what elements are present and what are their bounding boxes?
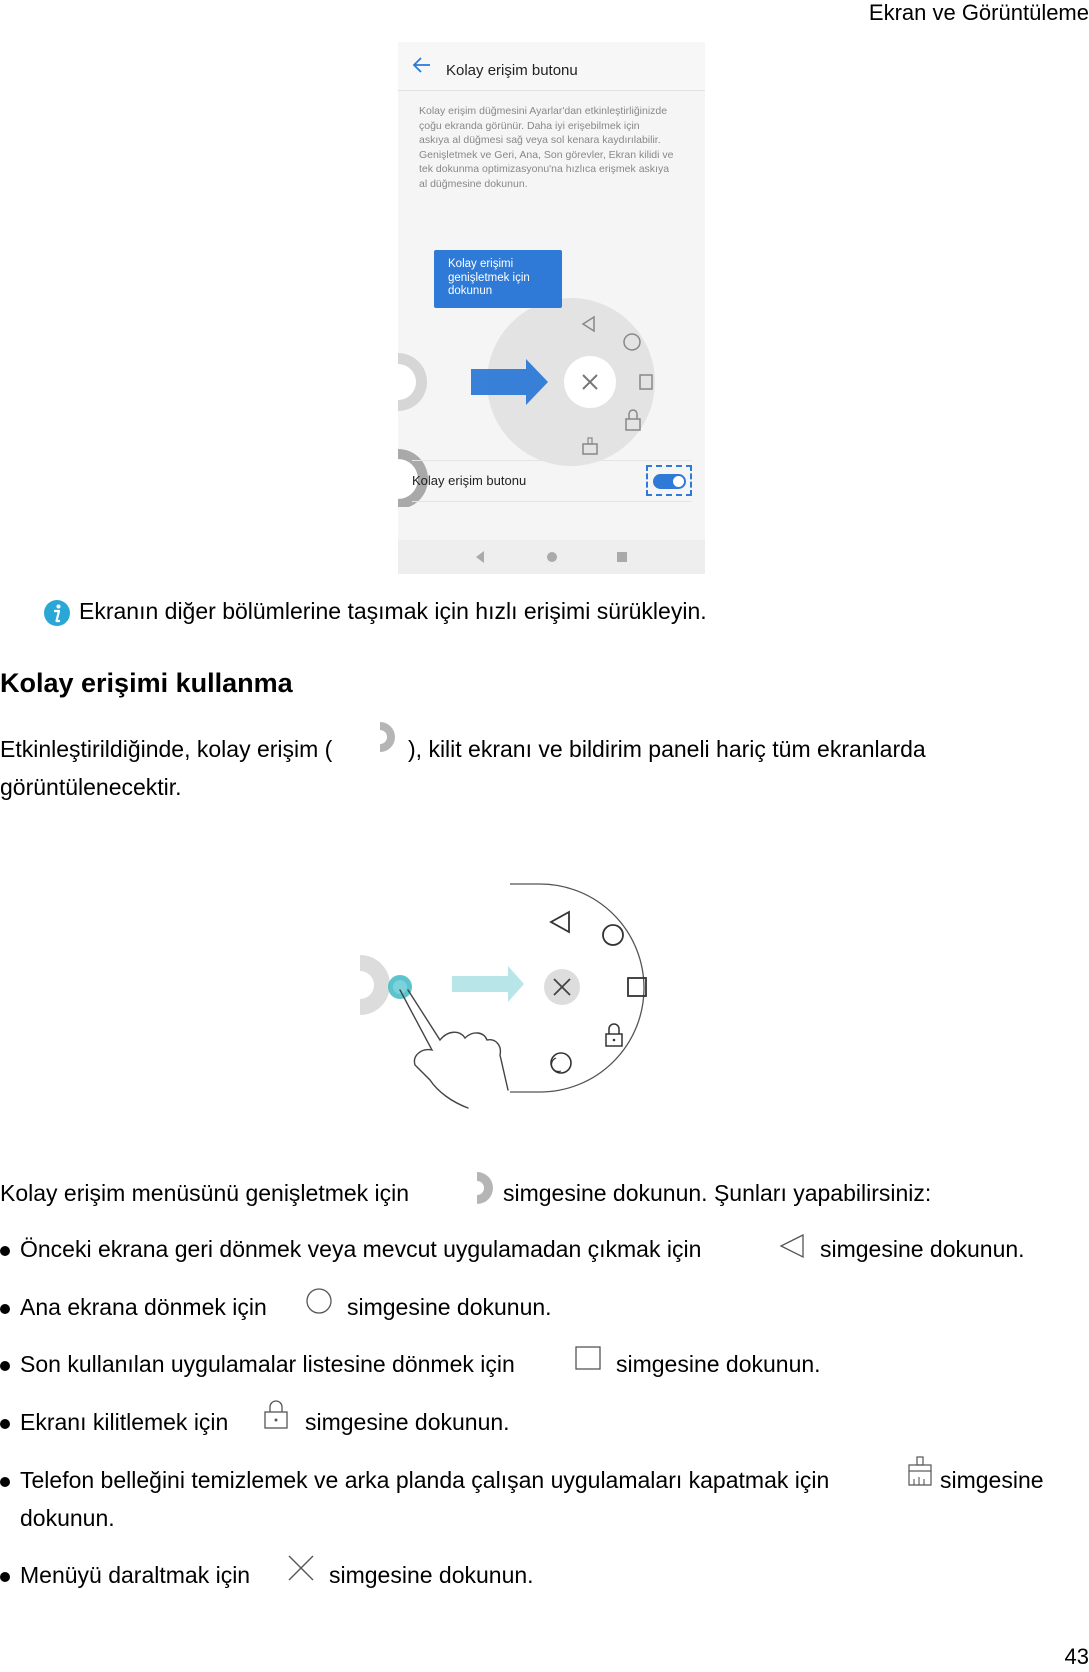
note-text: Ekranın diğer bölümlerine taşımak için hızlı erişimi sürükleyin. bbox=[79, 598, 707, 624]
bullet-text-after: simgesine dokunun. bbox=[347, 1294, 552, 1320]
floating-dock-icon bbox=[467, 1170, 497, 1206]
description-line: Genişletmek ve Geri, Ana, Son görevler, Ekran kilidi ve bbox=[419, 148, 674, 161]
phone-description bbox=[419, 104, 691, 191]
floating-dock-icon bbox=[370, 720, 400, 754]
lock-icon bbox=[262, 1399, 290, 1431]
bullet-text-line2: dokunun. bbox=[20, 1505, 115, 1531]
phone-nav-bar bbox=[398, 540, 705, 574]
bullet-dot bbox=[0, 1246, 10, 1256]
bullet-dot bbox=[0, 1572, 10, 1582]
close-x-icon bbox=[286, 1553, 316, 1583]
setting-label: Kolay erişim butonu bbox=[412, 473, 527, 488]
bullet-text: Telefon belleğini temizlemek ve arka planda çalışan uygulamaları kapatmak için bbox=[20, 1467, 830, 1493]
nav-back-icon[interactable] bbox=[476, 551, 484, 563]
bullet-text-after: simgesine dokunun. bbox=[305, 1409, 510, 1435]
bullet-text-after: simgesine dokunun. bbox=[616, 1351, 821, 1377]
nav-home-icon[interactable] bbox=[547, 552, 557, 562]
bullet-text: Ekranı kilitlemek için bbox=[20, 1409, 229, 1435]
toggle-knob bbox=[673, 476, 684, 487]
tooltip-line: genişletmek için bbox=[448, 271, 530, 284]
bullet-text-after: simgesine dokunun. bbox=[329, 1562, 534, 1588]
description-line: tek dokunma optimizasyonu'na hızlıca erişmek askıya bbox=[419, 163, 670, 175]
setting-row[interactable] bbox=[412, 460, 692, 502]
expand-tooltip bbox=[434, 250, 562, 308]
recent-square-icon bbox=[574, 1345, 602, 1373]
toggle-highlight bbox=[646, 465, 692, 496]
tooltip-line: dokunun bbox=[448, 285, 493, 297]
menu-paragraph bbox=[0, 1180, 932, 1207]
description-line: çoğu ekranda görünür. Daha iyi erişebilmek için bbox=[419, 119, 640, 132]
page-header-title: Ekran ve Görüntüleme bbox=[868, 0, 1089, 25]
home-circle-icon bbox=[305, 1287, 333, 1315]
bullet-text: Son kullanılan uygulamalar listesine dönmek için bbox=[20, 1351, 515, 1377]
description-line: Kolay erişim düğmesini Ayarlar'dan etkinleştirliğinizde bbox=[419, 105, 668, 117]
section-heading: Kolay erişimi kullanma bbox=[0, 668, 293, 698]
bullet-dot bbox=[0, 1361, 10, 1371]
tooltip-line: Kolay erişimi bbox=[448, 258, 514, 270]
back-arrow-icon[interactable] bbox=[412, 56, 432, 74]
menu-text-after-icon: simgesine dokunun. Şunları yapabilirsiniz: bbox=[503, 1180, 932, 1206]
bullet-text-after: simgesine bbox=[940, 1467, 1044, 1493]
bullet-text: Önceki ekrana geri dönmek veya mevcut uygulamadan çıkmak için bbox=[20, 1236, 702, 1262]
info-icon bbox=[43, 599, 71, 627]
page-number: 43 bbox=[1064, 1644, 1089, 1669]
description-line: askıya al düğmesi sağ veya sol kenara kaydırılabilir. bbox=[419, 134, 661, 146]
bullet-text: Menüyü daraltmak için bbox=[20, 1562, 251, 1588]
intro-text-before-icon: Etkinleştirildiğinde, kolay erişim ( bbox=[0, 736, 333, 762]
back-triangle-icon bbox=[778, 1232, 806, 1260]
bullet-dot bbox=[0, 1419, 10, 1429]
phone-screen-title: Kolay erişim butonu bbox=[446, 62, 578, 79]
bullet-dot bbox=[0, 1477, 10, 1487]
easy-access-menu-illustration bbox=[360, 880, 680, 1115]
bullet-text-after: simgesine dokunun. bbox=[820, 1236, 1025, 1262]
nav-recent-icon[interactable] bbox=[617, 552, 627, 562]
bullet-dot bbox=[0, 1304, 10, 1314]
phone-screenshot bbox=[398, 42, 705, 574]
bullet-text: Ana ekrana dönmek için bbox=[20, 1294, 267, 1320]
intro-line-2: görüntülenecektir. bbox=[0, 774, 182, 800]
phone-title-bar bbox=[398, 42, 705, 91]
easy-access-toggle[interactable] bbox=[653, 474, 686, 489]
intro-paragraph bbox=[0, 730, 1089, 800]
intro-text-after-icon: ), kilit ekranı ve bildirim paneli hariç tüm ekranlarda bbox=[408, 736, 926, 762]
broom-icon bbox=[906, 1455, 934, 1489]
menu-text-before-icon: Kolay erişim menüsünü genişletmek için bbox=[0, 1180, 410, 1206]
description-line: al düğmesine dokunun. bbox=[419, 177, 528, 190]
